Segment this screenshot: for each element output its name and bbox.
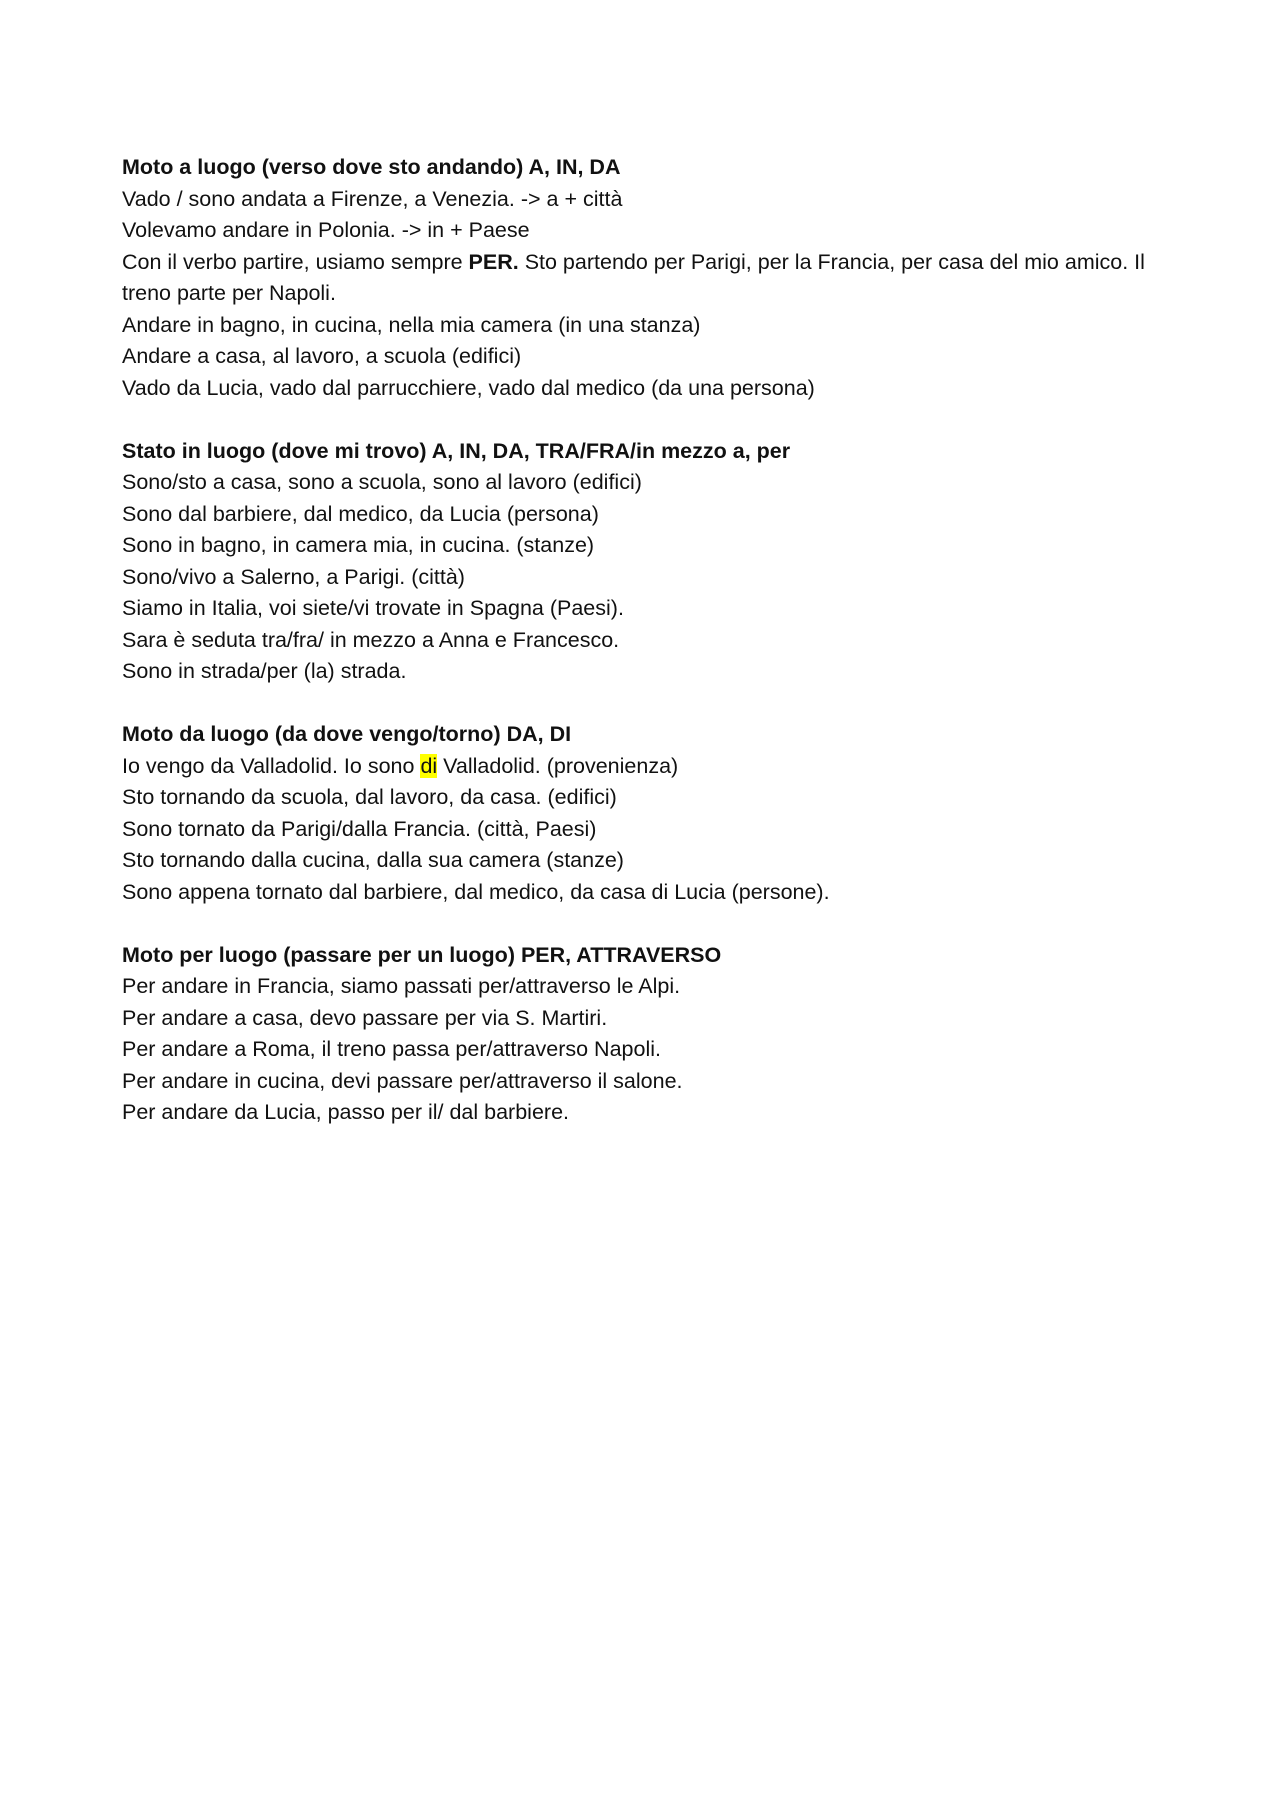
text-line: Vado / sono andata a Firenze, a Venezia. -> a + città xyxy=(122,186,623,211)
section-heading: Stato in luogo (dove mi trovo) A, IN, DA, TRA/FRA/in mezzo a, per xyxy=(122,438,791,463)
text-line: Andare a casa, al lavoro, a scuola (edifici) xyxy=(122,344,522,368)
text-line: Sono appena tornato dal barbiere, dal medico, da casa di Lucia (persone). xyxy=(122,879,830,904)
text-line: Per andare da Lucia, passo per il/ dal barbiere. xyxy=(122,1100,569,1124)
text-line: Sara è seduta tra/fra/ in mezzo a Anna e Francesco. xyxy=(122,627,620,652)
text-line: Sto tornando da scuola, dal lavoro, da casa. (edifici) xyxy=(122,785,617,809)
section-4 xyxy=(122,940,1182,1129)
section-heading: Moto da luogo (da dove vengo/torno) DA, DI xyxy=(122,722,572,746)
text-line: Sono in bagno, in camera mia, in cucina. (stanze) xyxy=(122,533,595,557)
text-line: Volevamo andare in Polonia. -> in + Paese xyxy=(122,218,530,242)
text-line: Per andare a Roma, il treno passa per/attraverso Napoli. xyxy=(122,1037,661,1061)
section-heading: Moto a luogo (verso dove sto andando) A, IN, DA xyxy=(122,155,621,179)
text-line: Per andare in Francia, siamo passati per/attraverso le Alpi. xyxy=(122,974,681,998)
section-3 xyxy=(122,719,1182,908)
text-line: Sono in strada/per (la) strada. xyxy=(122,659,407,683)
section-1 xyxy=(122,152,1182,404)
text-line: Andare in bagno, in cucina, nella mia camera (in una stanza) xyxy=(122,312,701,337)
text-segment: Valladolid. (provenienza) xyxy=(437,753,679,778)
text-line: Per andare in cucina, devi passare per/attraverso il salone. xyxy=(122,1068,683,1093)
text-line: Per andare a casa, devo passare per via S. Martiri. xyxy=(122,1005,608,1030)
section-2 xyxy=(122,436,1182,688)
text-segment: Sto partendo per Parigi, per la Francia, per casa del mio amico. Il treno parte per Napoli. xyxy=(122,249,1145,305)
text-segment: Io vengo da Valladolid. Io sono xyxy=(122,753,421,778)
text-line: Sono dal barbiere, dal medico, da Lucia (persona) xyxy=(122,501,599,526)
text-segment: Con il verbo partire, usiamo sempre xyxy=(122,249,469,274)
text-line: Vado da Lucia, vado dal parrucchiere, vado dal medico (da una persona) xyxy=(122,375,815,400)
section-heading: Moto per luogo (passare per un luogo) PER, ATTRAVERSO xyxy=(122,942,722,967)
text-line: Sono/sto a casa, sono a scuola, sono al lavoro (edifici) xyxy=(122,470,642,494)
text-line: Sto tornando dalla cucina, dalla sua camera (stanze) xyxy=(122,848,624,872)
text-line xyxy=(122,751,1182,783)
text-line: Siamo in Italia, voi siete/vi trovate in Spagna (Paesi). xyxy=(122,596,624,620)
text-line xyxy=(122,247,1182,310)
highlighted-word: di xyxy=(420,753,438,778)
text-line: Sono/vivo a Salerno, a Parigi. (città) xyxy=(122,564,465,589)
document-body xyxy=(122,152,1182,1160)
text-line: Sono tornato da Parigi/dalla Francia. (città, Paesi) xyxy=(122,816,597,841)
bold-keyword: PER. xyxy=(468,249,519,274)
